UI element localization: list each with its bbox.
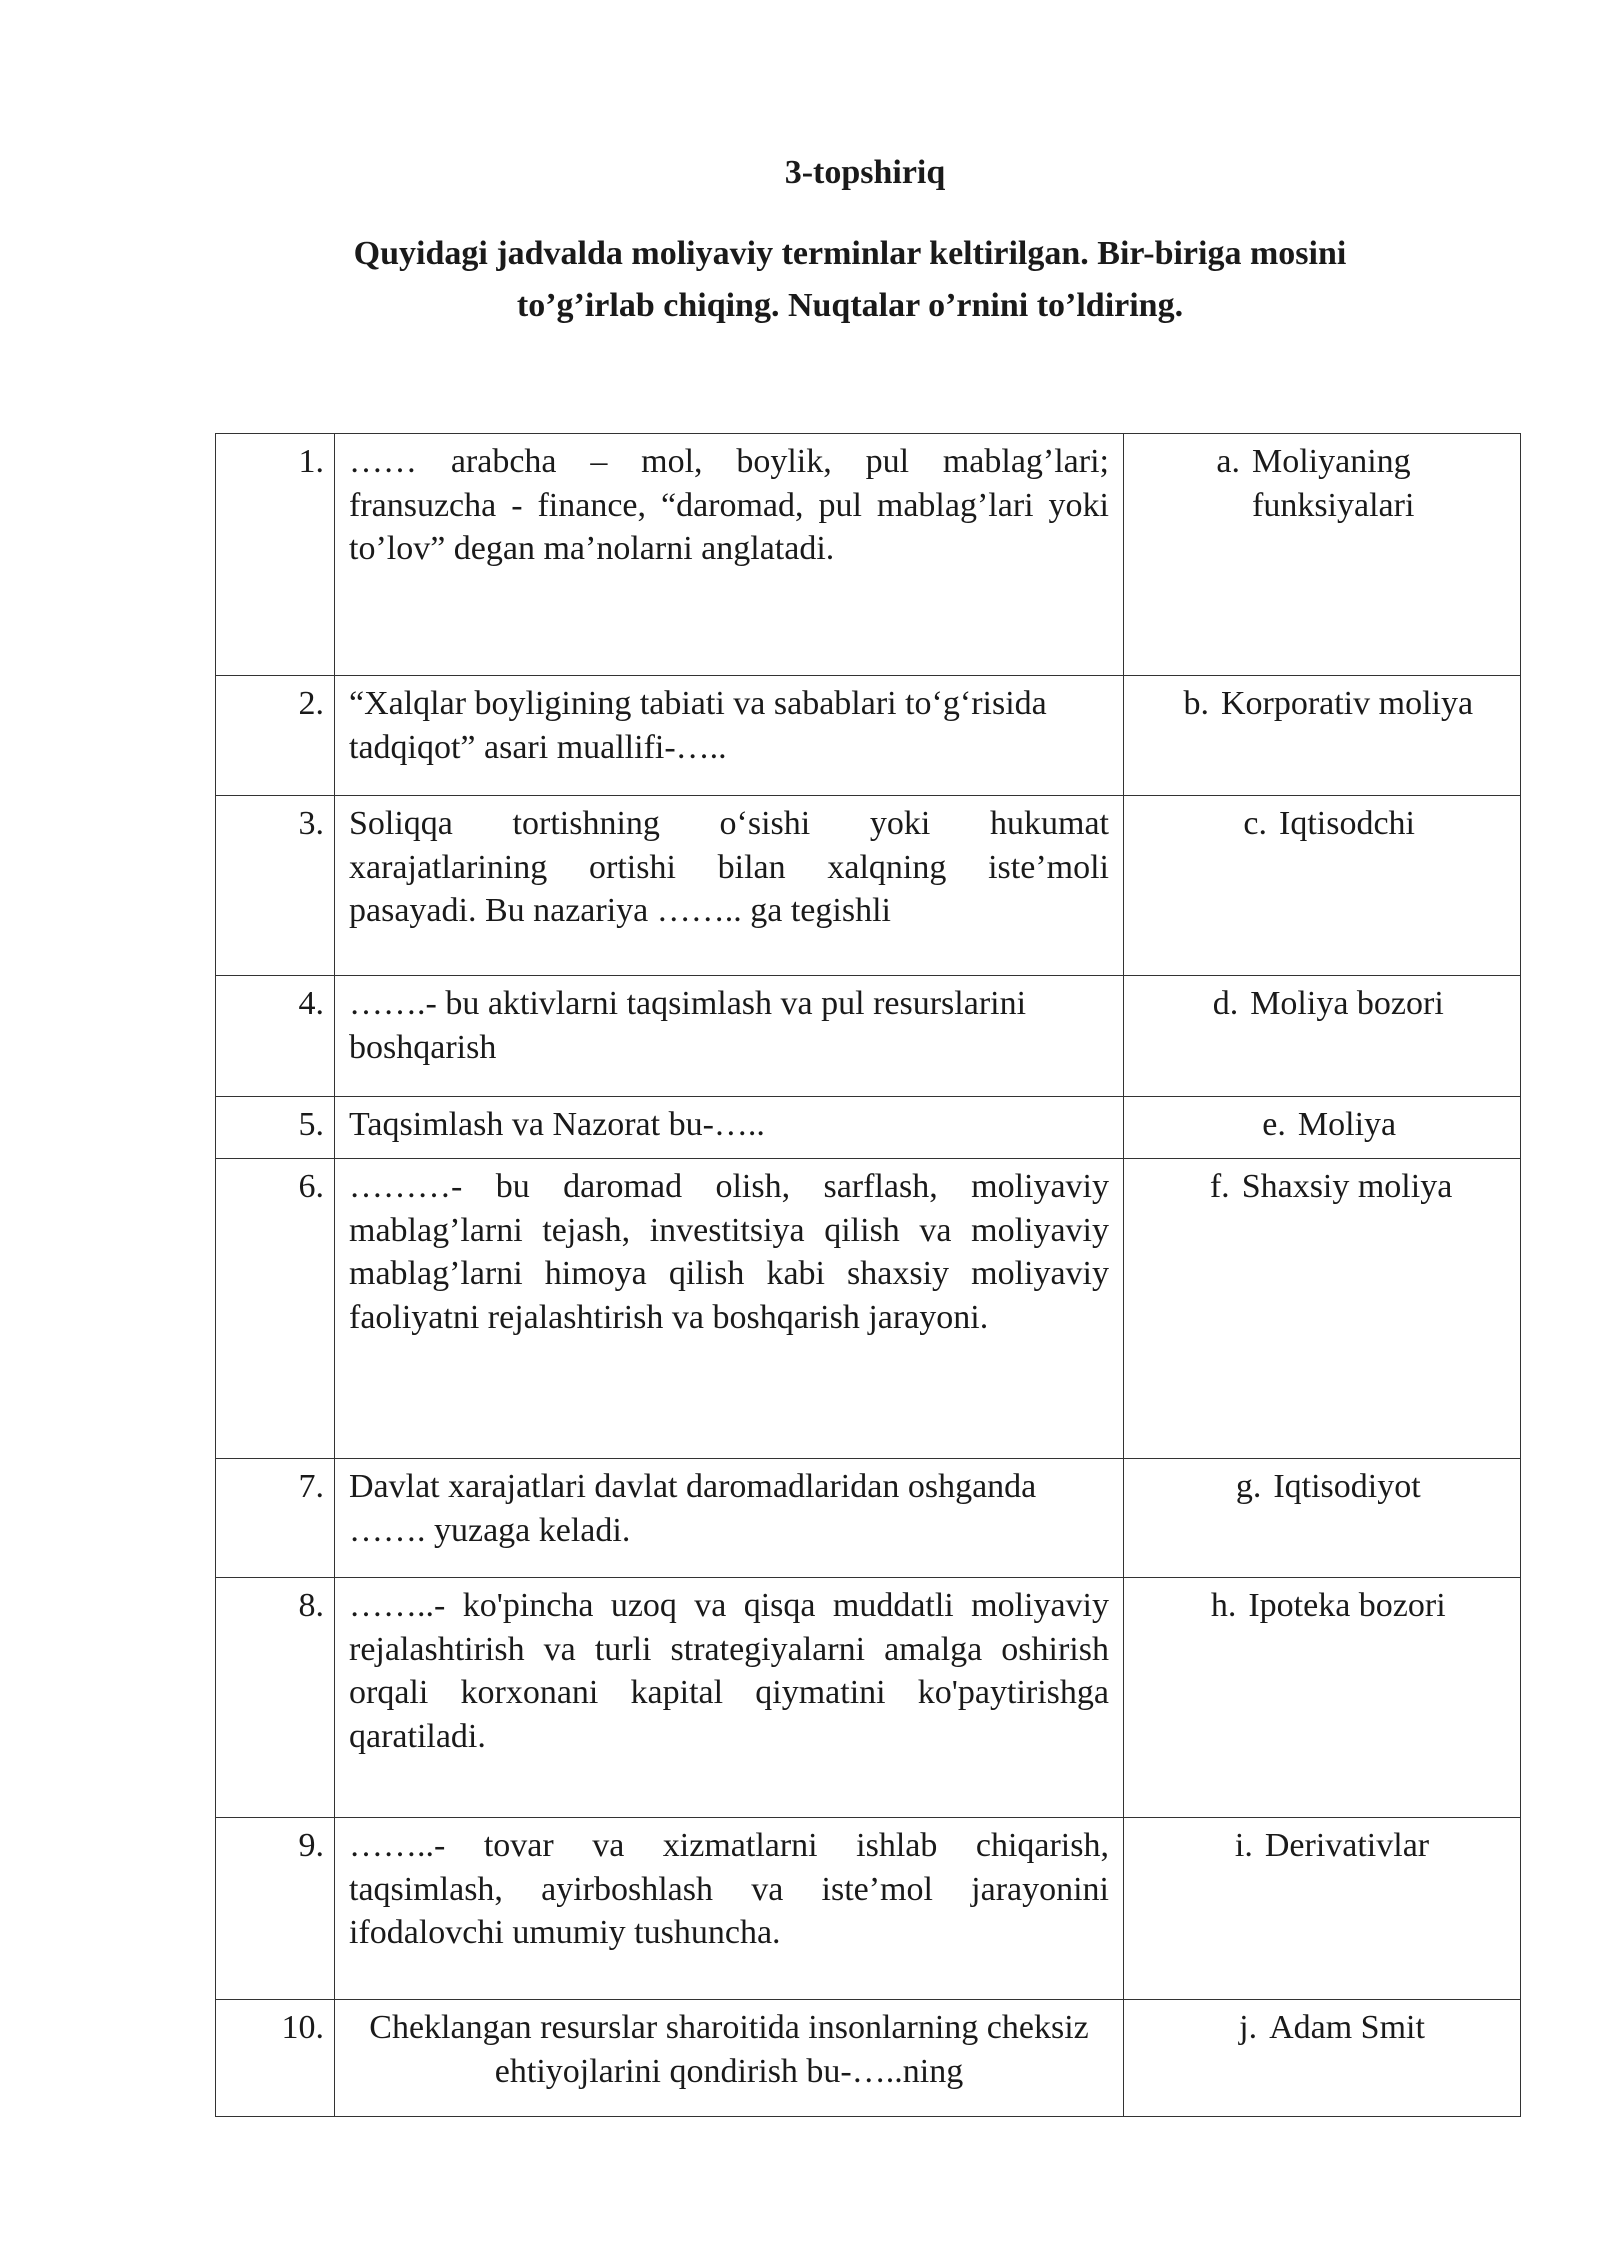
statement-cell: “Xalqlar boyligining tabiati va sabablari to‘g‘risida tadqiqot” asari muallifi-….. — [335, 676, 1124, 796]
answer-cell — [1124, 1459, 1521, 1578]
matching-table — [215, 433, 1521, 2117]
row-number: 3. — [216, 796, 335, 976]
row-number: 7. — [216, 1459, 335, 1578]
answer-label: Iqtisodchi — [1279, 805, 1415, 842]
statement-cell: ……..- ko'pincha uzoq va qisqa muddatli moliyaviy rejalashtirish va turli strategiyalarni amalga oshirish orqali korxonani kapital qiymatini ko'paytirishga qaratiladi. — [335, 1578, 1124, 1818]
answer-letter: c. — [1243, 805, 1267, 842]
table-row — [216, 1159, 1521, 1459]
row-number: 1. — [216, 434, 335, 676]
statement-cell: Davlat xarajatlari davlat daromadlaridan oshganda ……. yuzaga keladi. — [335, 1459, 1124, 1578]
answer-letter: h. — [1210, 1587, 1237, 1624]
row-number: 9. — [216, 1818, 335, 2000]
answer-letter: d. — [1212, 985, 1239, 1022]
answer-label: Adam Smit — [1269, 2009, 1425, 2046]
answer-label: Moliya — [1297, 1106, 1397, 1143]
answer-label: Shaxsiy moliya — [1241, 1168, 1453, 1205]
row-number: 5. — [216, 1097, 335, 1159]
answer-letter: j. — [1239, 2009, 1258, 2046]
statement-cell: ……..- tovar va xizmatlarni ishlab chiqarish, taqsimlash, ayirboshlash va iste’mol jarayonini ifodalovchi umumiy tushuncha. — [335, 1818, 1124, 2000]
answer-letter: i. — [1234, 1827, 1253, 1864]
answer-cell — [1124, 1097, 1521, 1159]
answer-label: Moliya bozori — [1250, 985, 1444, 1022]
row-number: 4. — [216, 976, 335, 1097]
task-instruction — [280, 228, 1420, 332]
table-row — [216, 1097, 1521, 1159]
statement-cell: …… arabcha – mol, boylik, pul mablag’lari; fransuzcha - finance, “daromad, pul mablag’lari yoki to’lov” degan ma’nolarni anglatadi. — [335, 434, 1124, 676]
table-row — [216, 796, 1521, 976]
table-row — [216, 1459, 1521, 1578]
statement-cell: Taqsimlash va Nazorat bu-….. — [335, 1097, 1124, 1159]
answer-cell — [1124, 676, 1521, 796]
statement-cell: …….- bu aktivlarni taqsimlash va pul resurslarini boshqarish — [335, 976, 1124, 1097]
answer-label: Derivativlar — [1264, 1827, 1430, 1864]
instruction-line-1: Quyidagi jadvalda moliyaviy terminlar keltirilgan. Bir-biriga mosini — [353, 235, 1347, 272]
answer-cell — [1124, 434, 1521, 676]
answer-letter: a. — [1216, 443, 1240, 480]
answer-label: Korporativ moliya — [1220, 685, 1474, 722]
answer-letter: f. — [1209, 1168, 1230, 1205]
answer-cell — [1124, 1159, 1521, 1459]
row-number: 10. — [216, 2000, 335, 2117]
answer-cell — [1124, 1818, 1521, 2000]
answer-cell — [1124, 796, 1521, 976]
table-row — [216, 2000, 1521, 2117]
statement-cell: Cheklangan resurslar sharoitida insonlarning cheksiz ehtiyojlarini qondirish bu-…..ning — [335, 2000, 1124, 2117]
statement-cell: ………- bu daromad olish, sarflash, moliyaviy mablag’larni tejash, investitsiya qilish va moliyaviy mablag’larni himoya qilish kabi shaxsiy moliyaviy faoliyatni rejalashtirish va boshqarish jarayoni. — [335, 1159, 1124, 1459]
answer-label: Moliyaning funksiyalari — [1252, 443, 1415, 524]
instruction-line-2: to’g’irlab chiqing. Nuqtalar o’rnini to’ldiring. — [516, 287, 1184, 324]
row-number: 6. — [216, 1159, 335, 1459]
answer-cell — [1124, 2000, 1521, 2117]
table-row — [216, 976, 1521, 1097]
table-row — [216, 434, 1521, 676]
answer-cell — [1124, 1578, 1521, 1818]
table-row — [216, 1578, 1521, 1818]
answer-letter: b. — [1183, 685, 1209, 722]
table-row — [216, 676, 1521, 796]
statement-cell: Soliqqa tortishning o‘sishi yoki hukumat xarajatlarining ortishi bilan xalqning iste’moli pasayadi. Bu nazariya …….. ga tegishli — [335, 796, 1124, 976]
row-number: 8. — [216, 1578, 335, 1818]
task-title: 3-topshiriq — [784, 154, 946, 191]
answer-cell — [1124, 976, 1521, 1097]
answer-letter: e. — [1262, 1106, 1286, 1143]
answer-letter: g. — [1235, 1468, 1262, 1505]
table-row — [216, 1818, 1521, 2000]
answer-label: Iqtisodiyot — [1273, 1468, 1421, 1505]
answer-label: Ipoteka bozori — [1248, 1587, 1446, 1624]
row-number: 2. — [216, 676, 335, 796]
